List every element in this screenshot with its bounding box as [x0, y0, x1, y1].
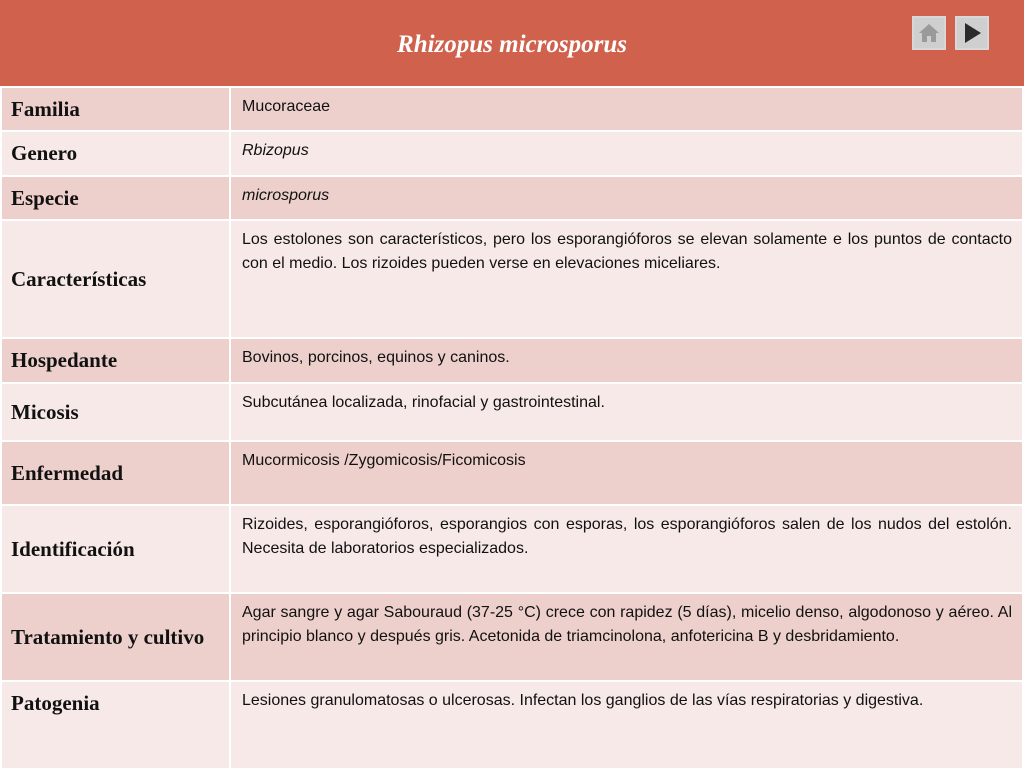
home-button[interactable]: [912, 16, 946, 50]
next-button[interactable]: [955, 16, 989, 50]
row-value-identificacion: Rizoides, esporangióforos, esporangios con esporas, los esporangióforos salen de los nudos del estolón. Necesita de laboratorios especializados.: [230, 505, 1023, 593]
table-row: [1, 505, 1023, 593]
table-row: [1, 593, 1023, 681]
row-value-tratamiento: Agar sangre y agar Sabouraud (37-25 °C) crece con rapidez (5 días), micelio denso, algodonoso y aéreo. Al principio blanco y después gris. Acetonida de triamcinolona, anfotericina B y desbridamiento.: [230, 593, 1023, 681]
row-value-especie: microsporus: [230, 176, 1023, 220]
info-table: [0, 86, 1024, 770]
row-label-familia: Familia: [1, 87, 230, 131]
table-row: [1, 383, 1023, 441]
home-icon: [916, 20, 942, 46]
row-label-tratamiento: Tratamiento y cultivo: [1, 593, 230, 681]
row-value-enfermedad: Mucormicosis /Zygomicosis/Ficomicosis: [230, 441, 1023, 505]
play-icon: [959, 20, 985, 46]
table-row: [1, 176, 1023, 220]
table-row: [1, 441, 1023, 505]
table-row: [1, 131, 1023, 176]
table-row: [1, 681, 1023, 769]
row-label-genero: Genero: [1, 131, 230, 176]
row-value-familia: Mucoraceae: [230, 87, 1023, 131]
row-label-hospedante: Hospedante: [1, 338, 230, 383]
table-row: [1, 220, 1023, 338]
row-value-micosis: Subcutánea localizada, rinofacial y gastrointestinal.: [230, 383, 1023, 441]
row-label-especie: Especie: [1, 176, 230, 220]
row-value-hospedante: Bovinos, porcinos, equinos y caninos.: [230, 338, 1023, 383]
table-row: [1, 87, 1023, 131]
table-row: [1, 338, 1023, 383]
page-title: Rhizopus microsporus: [397, 31, 627, 58]
row-value-patogenia: Lesiones granulomatosas o ulcerosas. Infectan los ganglios de las vías respiratorias y digestiva.: [230, 681, 1023, 769]
row-label-identificacion: Identificación: [1, 505, 230, 593]
row-label-patogenia: Patogenia: [1, 681, 230, 769]
row-label-micosis: Micosis: [1, 383, 230, 441]
header-bar: [0, 0, 1024, 86]
row-label-caracteristicas: Características: [1, 220, 230, 338]
row-label-enfermedad: Enfermedad: [1, 441, 230, 505]
row-value-genero: Rbizopus: [230, 131, 1023, 176]
row-value-caracteristicas: Los estolones son característicos, pero los esporangióforos se elevan solamente e los puntos de contacto con el medio. Los rizoides pueden verse en elevaciones miceliares.: [230, 220, 1023, 338]
